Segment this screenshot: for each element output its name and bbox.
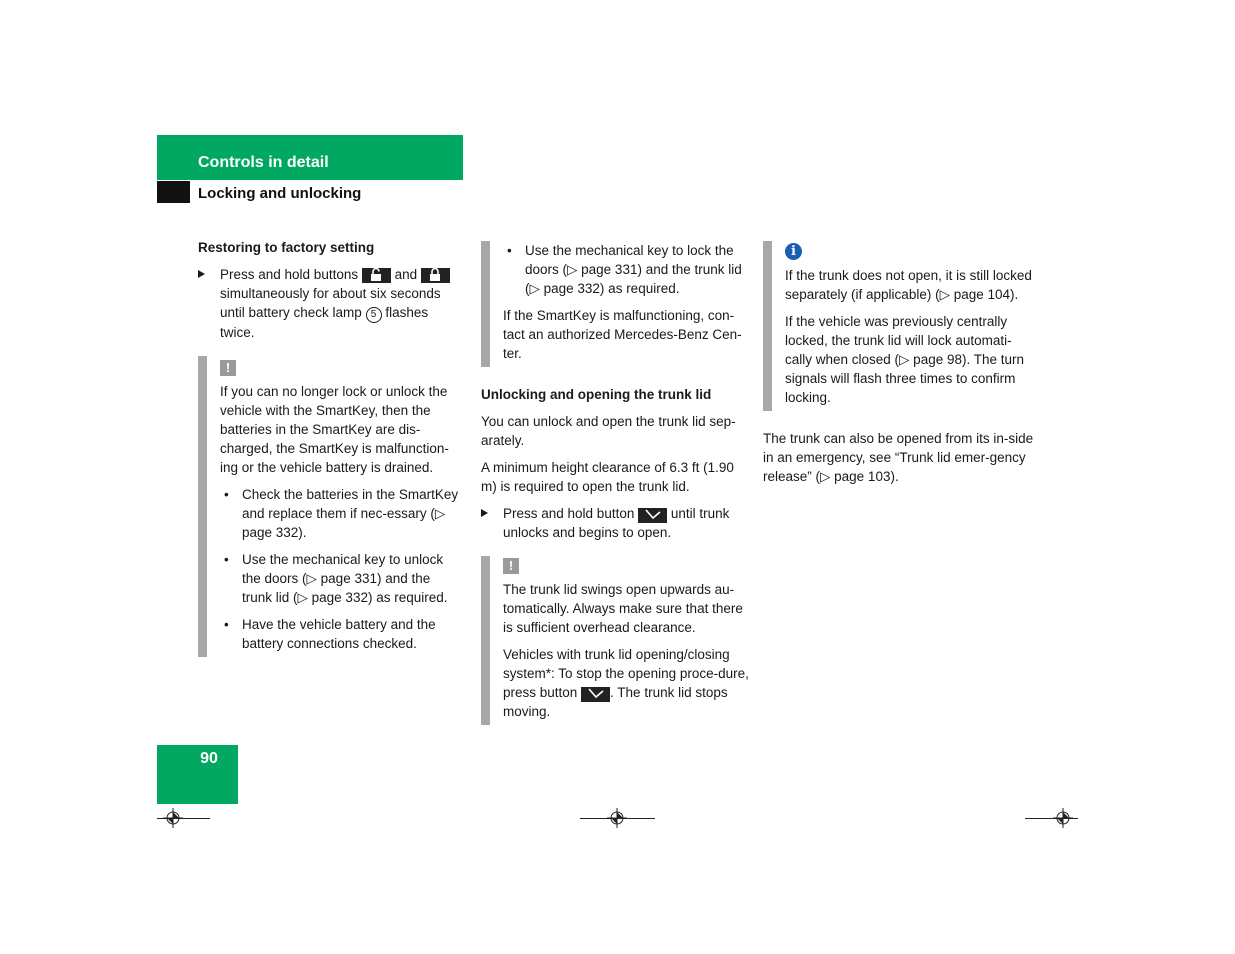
warning-text: If you can no longer lock or unlock the vehicle with the SmartKey, then the batteries in the SmartKey are dis-charged, the SmartKey is malfunction-ing or the vehicle battery is drained. [220, 384, 449, 475]
lamp-number: 5 [366, 307, 382, 323]
info-text: If the vehicle was previously centrally locked, the trunk lid will lock automati-cally when closed (▷ page 98). The turn signals will flash three times to confirm locking. [785, 314, 1025, 405]
warning-bar [481, 556, 490, 725]
step-arrow-icon [481, 509, 488, 517]
crop-mark-icon [160, 803, 190, 833]
step-text: Press and hold button [503, 506, 639, 521]
subsection-marker [157, 181, 190, 203]
info-bar [763, 241, 772, 411]
warning-icon: ! [220, 360, 236, 376]
warning-text: If the SmartKey is malfunctioning, con-tact an authorized Mercedes-Benz Cen-ter. [503, 308, 742, 361]
list-item: • Use the mechanical key to unlock the doors (▷ page 331) and the trunk lid (▷ page 332) as required. [224, 552, 448, 605]
step-text: Press and hold buttons [220, 267, 362, 282]
factory-setting-step [198, 265, 463, 342]
trunk-key-icon [638, 508, 667, 523]
trunk-para-2: A minimum height clearance of 6.3 ft (1.90 m) is required to open the trunk lid. [481, 460, 734, 494]
info-icon: i [785, 243, 802, 260]
crop-mark-icon [604, 803, 634, 833]
section-title: Controls in detail [198, 154, 329, 171]
step-arrow-icon [198, 270, 205, 278]
lock-key-icon [421, 268, 450, 283]
unlock-key-icon [362, 268, 391, 283]
trunk-key-icon [581, 687, 610, 702]
column-1 [198, 238, 463, 657]
continued-warning-box [481, 241, 749, 367]
step-text: and [390, 267, 421, 282]
page-number: 90 [200, 750, 218, 767]
warning-text: Vehicles with trunk lid opening/closing system*: To stop the opening proce-dure, press button . The trunk lid stops moving. [503, 647, 749, 719]
list-item: • Check the batteries in the SmartKey and replace them if nec-essary (▷ page 332). [224, 487, 459, 540]
info-text: If the trunk does not open, it is still locked separately (if applicable) (▷ page 104). [785, 268, 1032, 302]
crop-mark-icon [1050, 803, 1080, 833]
warning-bar [481, 241, 490, 367]
step-text: until trunk unlocks and begins to open. [503, 506, 730, 540]
trunk-para-1: You can unlock and open the trunk lid sep-arately. [481, 414, 736, 448]
subsection-title: Locking and unlocking [198, 185, 362, 202]
trunk-heading: Unlocking and opening the trunk lid [481, 387, 712, 402]
info-box [763, 241, 1035, 411]
list-item: • Use the mechanical key to lock the doors (▷ page 331) and the trunk lid (▷ page 332) as required. [507, 243, 742, 296]
list-item: • Have the vehicle battery and the battery connections checked. [224, 617, 436, 651]
step-text: simultaneously for about six seconds until battery check lamp [220, 286, 441, 320]
column-2 [481, 241, 749, 725]
warning-box [198, 356, 463, 657]
column-3 [763, 241, 1035, 494]
factory-setting-heading: Restoring to factory setting [198, 240, 375, 255]
warning-text: The trunk lid swings open upwards au-tomatically. Always make sure that there is sufficient overhead clearance. [503, 582, 743, 635]
warning-bar [198, 356, 207, 657]
warning-box [481, 556, 749, 725]
trunk-step [481, 504, 749, 542]
emergency-para: The trunk can also be opened from its in-side in an emergency, see “Trunk lid emer-gency release” (▷ page 103). [763, 431, 1034, 484]
step-text: flashes twice. [220, 305, 429, 340]
warning-icon: ! [503, 558, 519, 574]
